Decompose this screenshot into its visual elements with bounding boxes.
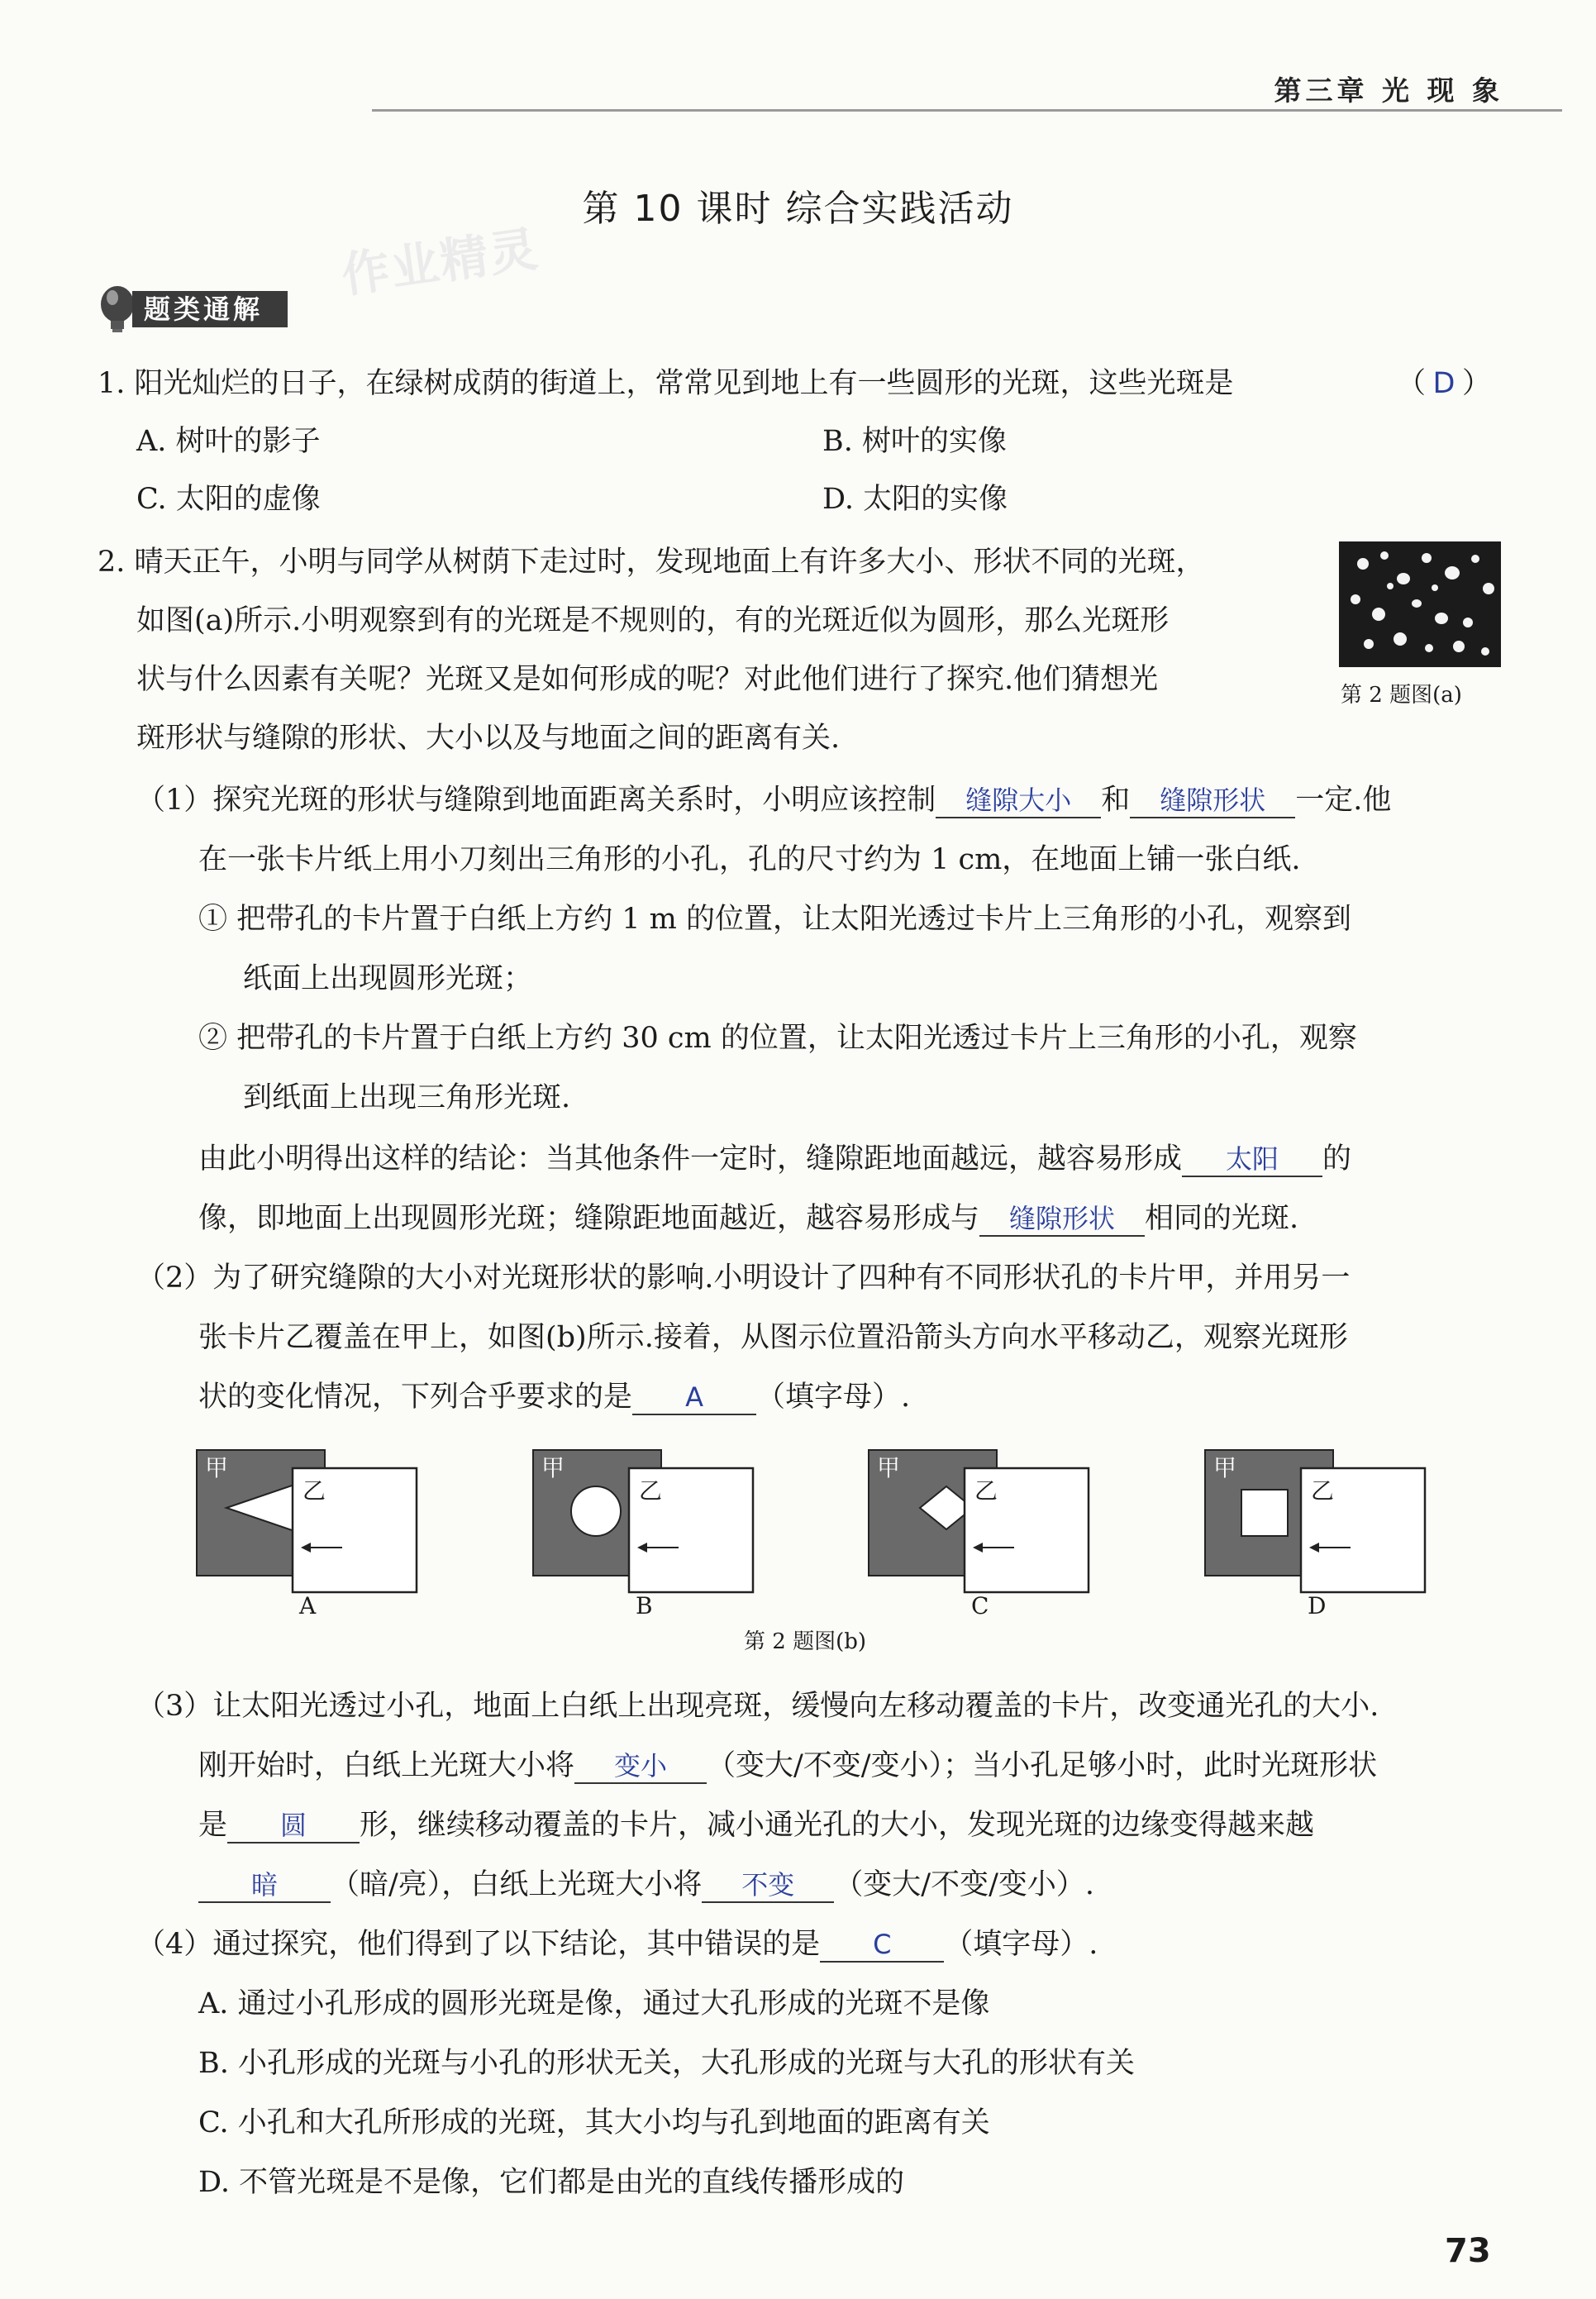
- light-spots-photo: [1339, 541, 1501, 667]
- q2-p1-step1: ① 把带孔的卡片置于白纸上方约 1 m 的位置，让太阳光透过卡片上三角形的小孔，观察到: [198, 903, 1351, 936]
- q2-p2-line3: [198, 1377, 910, 1417]
- q2-p4-option-b: B. 小孔形成的光斑与小孔的形状无关，大孔形成的光斑与大孔的形状有关: [198, 2047, 1135, 2080]
- q2-p4-line1: [136, 1925, 1098, 1964]
- q2-p1-text: 相同的光斑.: [1145, 1202, 1299, 1235]
- q2-p2-blank: A: [632, 1381, 756, 1415]
- q2-intro-line: 2. 晴天正午，小明与同学从树荫下走过时，发现地面上有许多大小、形状不同的光斑，: [98, 546, 1205, 579]
- q2-p4-text: （填字母）.: [944, 1928, 1098, 1961]
- q2-intro-line: 如图(a)所示.小明观察到有的光斑是不规则的，有的光斑近似为圆形，那么光斑形: [136, 604, 1170, 637]
- q2-p1-text: 的: [1322, 1142, 1352, 1176]
- fig-b-caption: 第 2 题图(b): [744, 1629, 867, 1654]
- q1-option-d: D. 太阳的实像: [822, 483, 1008, 516]
- fig-b-option-b: [531, 1448, 759, 1597]
- q2-p3-blank2: 圆: [227, 1809, 360, 1843]
- q2-p1-blank1: 缝隙大小: [936, 784, 1101, 818]
- card-jia-label: 甲: [205, 1454, 229, 1481]
- q2-intro-line: 状与什么因素有关呢？光斑又是如何形成的呢？对此他们进行了探究.他们猜想光: [136, 663, 1159, 696]
- q2-p2-text: 状的变化情况，下列合乎要求的是: [198, 1381, 633, 1414]
- q2-p1-text: 一定.他: [1295, 784, 1392, 817]
- q2-p3-line2: [198, 1746, 1377, 1786]
- q2-p3-text: （暗/亮），白纸上光斑大小将: [331, 1868, 703, 1901]
- q2-p4-option-a: A. 通过小孔形成的圆形光斑是像，通过大孔形成的光斑不是像: [198, 1987, 990, 2020]
- q2-p1-conclusion: [198, 1139, 1351, 1179]
- card-yi-label: 乙: [1311, 1477, 1335, 1505]
- card-yi-label: 乙: [639, 1477, 663, 1505]
- q2-intro-line: 斑形状与缝隙的形状、大小以及与地面之间的距离有关.: [136, 722, 841, 755]
- q2-p1-text: （1）探究光斑的形状与缝隙到地面距离关系时，小明应该控制: [136, 784, 936, 817]
- q2-p1-blank3: 太阳: [1182, 1142, 1322, 1177]
- q2-p3-blank4: 不变: [702, 1868, 834, 1903]
- section-badge: [93, 281, 291, 332]
- q2-p3-line4: [198, 1865, 1094, 1905]
- q2-p3-blank3: 暗: [198, 1868, 331, 1903]
- lesson-title: 第 10 课时 综合实践活动: [582, 188, 1014, 230]
- q2-p3-text: （变大/不变/变小）；当小孔足够小时，此时光斑形状: [707, 1749, 1378, 1782]
- watermark: 作业精灵: [338, 220, 543, 304]
- q2-p3-line1: （3）让太阳光透过小孔，地面上白纸上出现亮斑，缓慢向左移动覆盖的卡片，改变通光孔的大小.: [136, 1690, 1379, 1723]
- fig-b-option-c: [867, 1448, 1094, 1597]
- q1-answer: D: [1432, 367, 1455, 400]
- q1-paren-close: ）: [1462, 367, 1492, 400]
- q2-p3-line3: [198, 1805, 1314, 1845]
- q1-stem: [98, 364, 1234, 403]
- fig-b-diagrams: [195, 1448, 1435, 1597]
- q2-p2-line1: （2）为了研究缝隙的大小对光斑形状的影响.小明设计了四种有不同形状孔的卡片甲，并用另一: [136, 1262, 1351, 1295]
- q2-p1-step1-cont: 纸面上出现圆形光斑；: [243, 962, 533, 995]
- q2-p1-text: 像，即地面上出现圆形光斑；缝隙距地面越近，越容易形成与: [198, 1202, 980, 1235]
- q2-p1-line2: 在一张卡片纸上用小刀刻出三角形的小孔，孔的尺寸约为 1 cm，在地面上铺一张白纸.: [198, 843, 1301, 876]
- q1-paren-open: （: [1397, 367, 1427, 400]
- page-number: 73: [1445, 2232, 1491, 2270]
- q2-p1-text: 由此小明得出这样的结论：当其他条件一定时，缝隙距地面越远，越容易形成: [198, 1142, 1183, 1176]
- q2-p3-text: 是: [198, 1809, 228, 1842]
- fig-b-label-a: A: [299, 1592, 317, 1619]
- q2-p3-blank1: 变小: [574, 1749, 707, 1784]
- header-rule: [372, 109, 1562, 112]
- q2-p1-step2-cont: 到纸面上出现三角形光斑.: [243, 1081, 571, 1114]
- fig-b-label-d: D: [1308, 1592, 1327, 1619]
- q2-p2-text: （填字母）.: [756, 1381, 911, 1414]
- fig-b-option-a: [195, 1448, 422, 1597]
- q1-option-b: B. 树叶的实像: [822, 425, 1007, 458]
- q2-p4-option-c: C. 小孔和大孔所形成的光斑，其大小均与孔到地面的距离有关: [198, 2106, 990, 2139]
- fig-b-option-d: [1203, 1448, 1431, 1597]
- q2-p3-text: 形，继续移动覆盖的卡片，减小通光孔的大小，发现光斑的边缘变得越来越: [360, 1809, 1315, 1842]
- q2-p1-line1: [136, 780, 1391, 820]
- fig-a-caption: 第 2 题图(a): [1341, 683, 1462, 708]
- fig-b-label-c: C: [971, 1592, 989, 1619]
- q2-p1-text: 和: [1101, 784, 1131, 817]
- q1-stem-text: 1. 阳光灿烂的日子，在绿树成荫的街道上，常常见到地上有一些圆形的光斑，这些光斑是: [98, 367, 1234, 400]
- card-yi-label: 乙: [303, 1477, 326, 1505]
- q2-p4-option-d: D. 不管光斑是不是像，它们都是由光的直线传播形成的: [198, 2166, 905, 2199]
- chapter-title: 第三章 光 现 象: [1274, 74, 1503, 107]
- q2-p1-blank2: 缝隙形状: [1130, 784, 1295, 818]
- q2-p4-text: （4）通过探究，他们得到了以下结论，其中错误的是: [136, 1928, 821, 1961]
- q1-option-c: C. 太阳的虚像: [136, 483, 321, 516]
- q2-p3-text: （变大/不变/变小）.: [834, 1868, 1095, 1901]
- fig-b-label-b: B: [636, 1592, 653, 1619]
- q1-answer-bracket: [1397, 364, 1491, 403]
- q2-p3-text: 刚开始时，白纸上光斑大小将: [198, 1749, 575, 1782]
- card-jia-label: 甲: [1213, 1454, 1237, 1481]
- card-jia-label: 甲: [541, 1454, 565, 1481]
- q2-p4-blank: C: [820, 1928, 944, 1963]
- q2-p1-step2: ② 把带孔的卡片置于白纸上方约 30 cm 的位置，让太阳光透过卡片上三角形的小孔，观察: [198, 1022, 1357, 1055]
- card-yi-label: 乙: [974, 1477, 998, 1505]
- q2-p1-conclusion-cont: [198, 1199, 1298, 1238]
- card-jia-label: 甲: [877, 1454, 901, 1481]
- q1-option-a: A. 树叶的影子: [136, 425, 321, 458]
- q2-p1-blank4: 缝隙形状: [979, 1202, 1145, 1237]
- section-badge-label: 题类通解: [144, 293, 264, 325]
- q2-p2-line2: 张卡片乙覆盖在甲上，如图(b)所示.接着，从图示位置沿箭头方向水平移动乙，观察光斑形: [198, 1321, 1348, 1354]
